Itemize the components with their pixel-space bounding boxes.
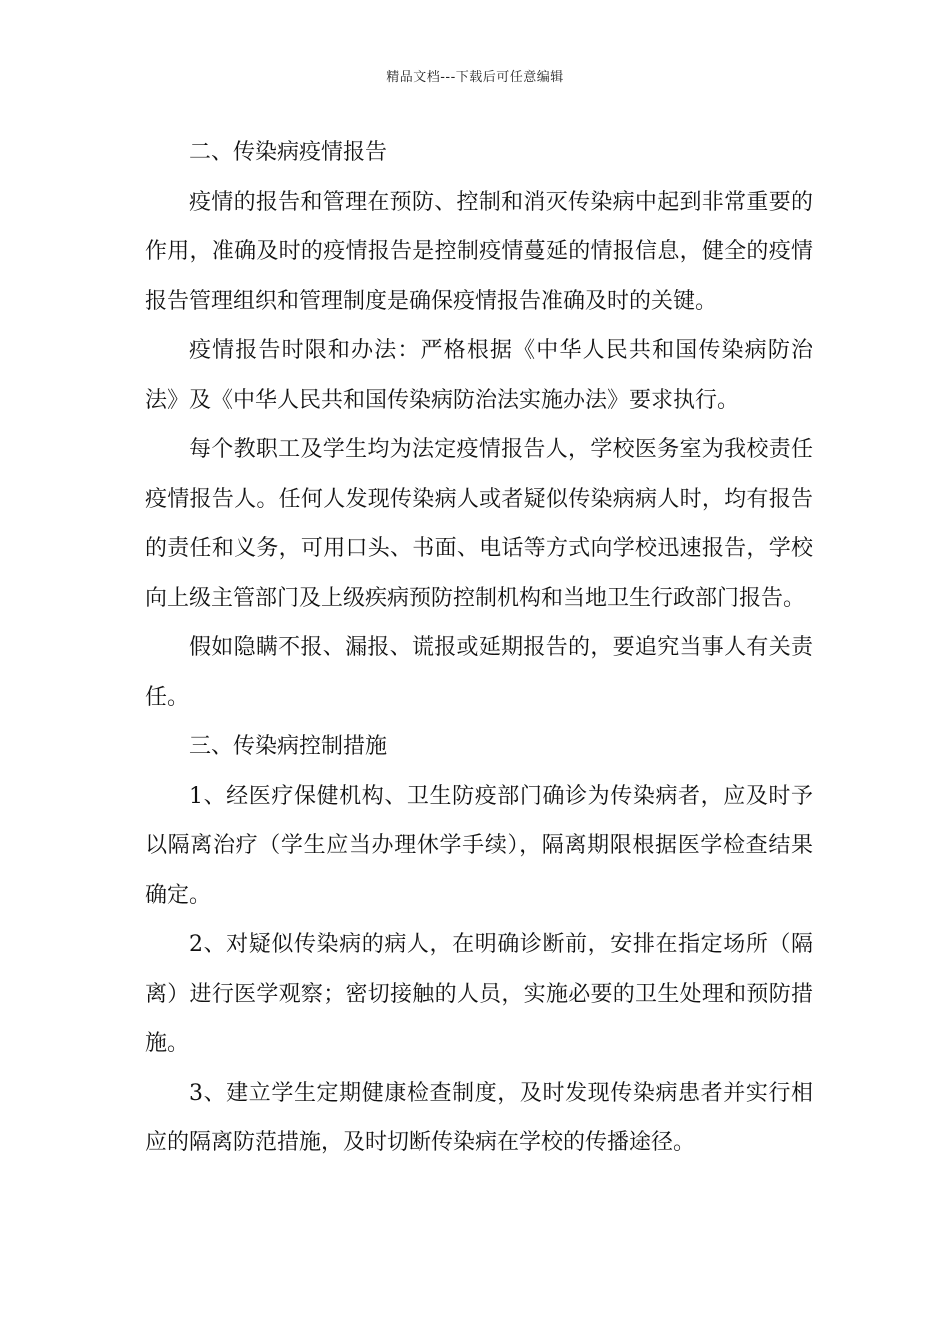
paragraph: 疫情报告时限和办法：严格根据《中华人民共和国传染病防治法》及《中华人民共和国传染病防治法实施办法》要求执行。 — [145, 338, 813, 413]
list-item: 2、对疑似传染病的病人，在明确诊断前，安排在指定场所（隔离）进行医学观察；密切接触的人员，实施必要的卫生处理和预防措施。 — [145, 932, 813, 1056]
section-heading-control-measures: 三、传染病控制措施 — [189, 734, 388, 759]
page-header: 精品文档---下载后可任意编辑 — [386, 70, 564, 85]
list-item: 3、建立学生定期健康检查制度，及时发现传染病患者并实行相应的隔离防范措施，及时切断传染病在学校的传播途径。 — [145, 1080, 813, 1155]
paragraph: 假如隐瞒不报、漏报、谎报或延期报告的，要追究当事人有关责任。 — [145, 635, 813, 710]
section-heading-epidemic-report: 二、传染病疫情报告 — [189, 140, 388, 165]
document-body — [145, 128, 813, 1168]
paragraph: 疫情的报告和管理在预防、控制和消灭传染病中起到非常重要的作用，准确及时的疫情报告是控制疫情蔓延的情报信息，健全的疫情报告管理组织和管理制度是确保疫情报告准确及时的关键。 — [145, 189, 813, 314]
paragraph: 每个教职工及学生均为法定疫情报告人，学校医务室为我校责任疫情报告人。任何人发现传染病人或者疑似传染病病人时，均有报告的责任和义务，可用口头、书面、电话等方式向学校迅速报告，学校向上级主管部门及上级疾病预防控制机构和当地卫生行政部门报告。 — [145, 437, 813, 611]
list-item: 1、经医疗保健机构、卫生防疫部门确诊为传染病者，应及时予以隔离治疗（学生应当办理休学手续），隔离期限根据医学检查结果确定。 — [145, 783, 813, 908]
